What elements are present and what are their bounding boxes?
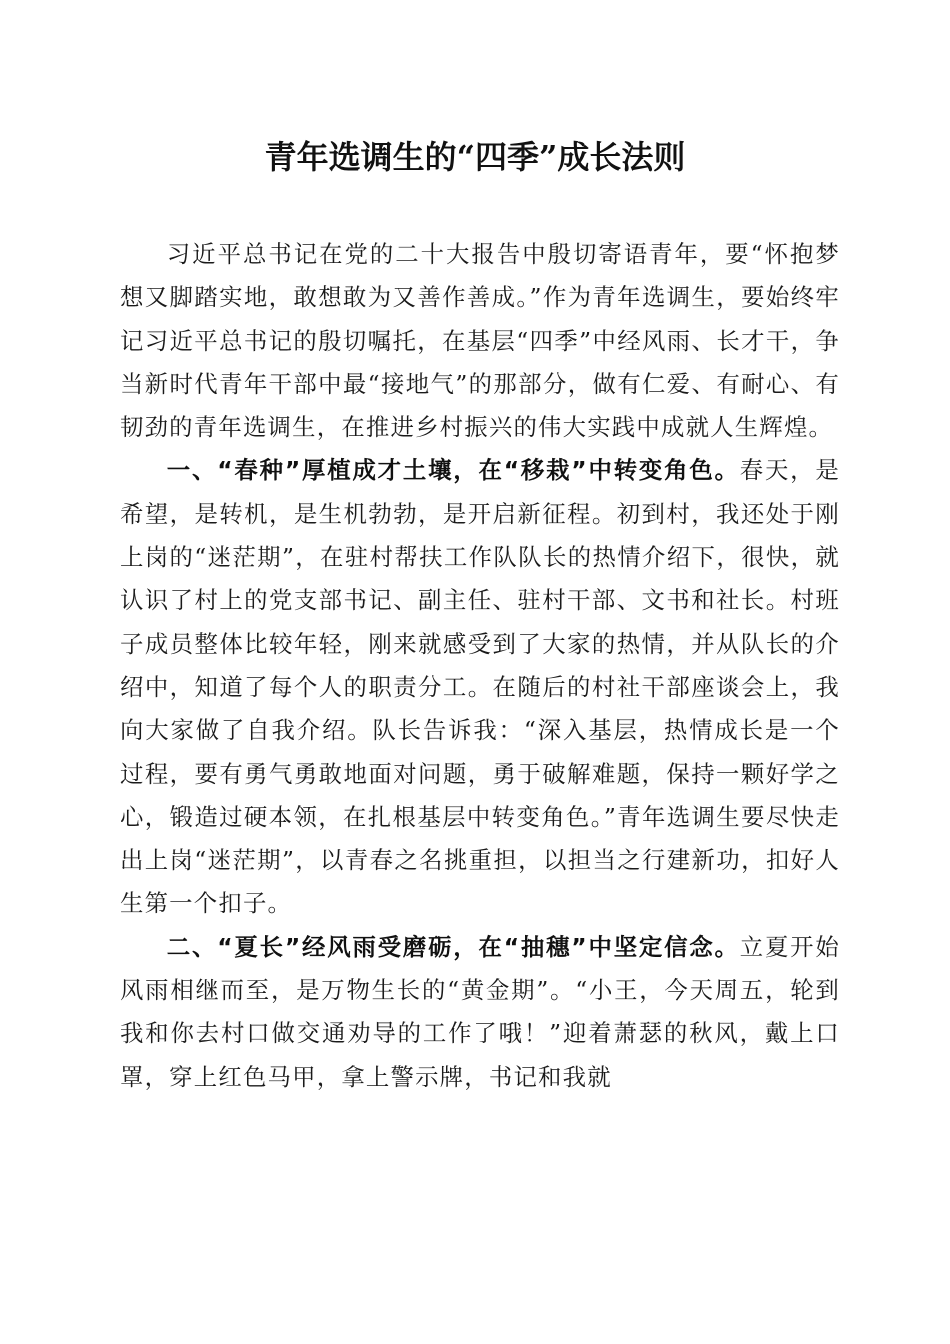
summer-section-paragraph (120, 926, 840, 1099)
document-title: 青年选调生的“四季”成长法则 (264, 138, 686, 176)
intro-paragraph (120, 233, 840, 449)
section-heading: 二、“夏长”经风雨受磨砺，在“抽穗”中坚定信念。 (166, 932, 740, 961)
paragraph-text: 习近平总书记在党的二十大报告中殷切寄语青年，要“怀抱梦想又脚踏实地，敢想敢为又善作善成。”作为青年选调生，要始终牢记习近平总书记的殷切嘱托，在基层“四季”中经风雨、长才干，争当新时代青年干部中最“接地气”的那部分，做有仁爱、有耐心、有韧劲的青年选调生，在推进乡村振兴的伟大实践中成就人生辉煌。 (120, 240, 840, 442)
spring-section-paragraph (120, 449, 840, 925)
document-body (120, 233, 840, 1099)
section-heading: 一、“春种”厚植成才土壤，在“移栽”中转变角色。 (166, 456, 740, 485)
paragraph-text: 立夏开始风雨相继而至，是万物生长的“黄金期”。“小王，今天周五，轮到我和你去村口做交通劝导的工作了哦！”迎着萧瑟的秋风，戴上口罩，穿上红色马甲，拿上警示牌，书记和我就 (120, 932, 840, 1091)
paragraph-text: 春天，是希望，是转机，是生机勃勃，是开启新征程。初到村，我还处于刚上岗的“迷茫期”，在驻村帮扶工作队队长的热情介绍下，很快，就认识了村上的党支部书记、副主任、驻村干部、文书和社长。村班子成员整体比较年轻，刚来就感受到了大家的热情，并从队长的介绍中，知道了每个人的职责分工。在随后的村社干部座谈会上，我向大家做了自我介绍。队长告诉我：“深入基层，热情成长是一个过程，要有勇气勇敢地面对问题，勇于破解难题，保持一颗好学之心，锻造过硬本领，在扎根基层中转变角色。”青年选调生要尽快走出上岗“迷茫期”，以青春之名挑重担，以担当之行建新功，扣好人生第一个扣子。 (120, 456, 840, 918)
